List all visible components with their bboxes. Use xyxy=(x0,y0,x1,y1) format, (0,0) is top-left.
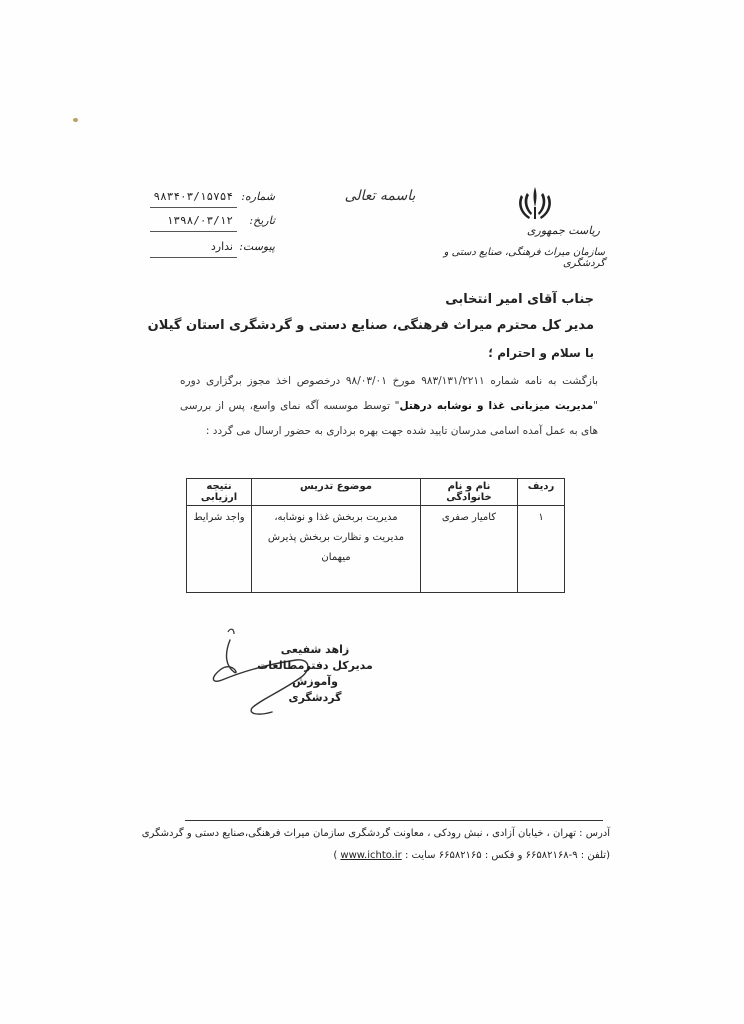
footer-contact xyxy=(210,850,610,861)
signatory-title1: مدیرکل دفترمطالعات وآموزش xyxy=(257,659,373,688)
attachment-label: پیوست: xyxy=(239,240,275,253)
signatory-name: زاهد شفیعی xyxy=(280,643,350,656)
recipient-name: جناب آقای امیر انتخابی xyxy=(445,292,594,307)
attachment-value: ندارد xyxy=(210,240,233,253)
header-subject: موضوع تدریس xyxy=(252,479,421,506)
letter-number xyxy=(150,190,275,208)
body-part2: " توسط موسسه آگه نمای واسع، پس از بررسی های به عمل آمده اسامی مدرسان تایید شده جهت بهره برداری به حضور ارسال می گردد : xyxy=(180,400,598,437)
paper-speck xyxy=(73,118,78,122)
footer-divider xyxy=(185,820,603,821)
iran-emblem-icon xyxy=(515,183,555,225)
cell-subject xyxy=(252,506,421,593)
basmala: باسمه تعالی xyxy=(344,188,416,204)
subject-line1: مدیریت بربخش غذا و نوشابه، xyxy=(274,512,398,523)
letter-date xyxy=(150,214,275,232)
date-value: ۱۳۹۸/۰۳/۱۲ xyxy=(166,214,233,227)
subject-line2: مدیریت و نظارت بربخش پذیرش xyxy=(267,532,405,543)
org-line1: ریاست جمهوری xyxy=(526,224,600,237)
table-header-row xyxy=(187,479,565,506)
contact-prefix: (تلفن : ۹-۶۶۵۸۲۱۶۸ و فکس : ۶۶۵۸۲۱۶۵ سایت : xyxy=(404,850,610,861)
org-line2: سازمان میراث فرهنگی، صنایع دستی و گردشگری xyxy=(443,247,605,269)
signatory-title2: گردشگری xyxy=(288,691,342,704)
course-name: مدیریت میزبانی غذا و نوشابه درهتل xyxy=(399,400,594,412)
cell-name: کامیار صفری xyxy=(421,506,518,593)
greeting: با سلام و احترام ؛ xyxy=(488,346,594,360)
teachers-table xyxy=(186,478,565,593)
header-index: ردیف xyxy=(518,479,565,506)
date-label: تاریخ: xyxy=(249,214,275,227)
subject-line3: میهمان xyxy=(321,552,351,563)
header-name: نام و نام خانوادگی xyxy=(421,479,518,506)
signatory xyxy=(250,642,380,706)
number-value: ۹۸۳۴۰۳/۱۵۷۵۴ xyxy=(153,190,233,203)
body-part1: بازگشت به نامه شماره ۹۸۳/۱۳۱/۲۲۱۱ مورخ ۹۸/۰۳/۰۱ درخصوص اخذ مجوز برگزاری دوره " xyxy=(180,375,598,412)
header-result: نتیجه ارزیابی xyxy=(187,479,252,506)
letter-body xyxy=(180,369,598,444)
contact-suffix: ) xyxy=(333,850,338,861)
cell-result: واجد شرایط xyxy=(187,506,252,593)
footer-address: آدرس : تهران ، خیابان آزادی ، نبش رودکی ، معاونت گردشگری سازمان میراث فرهنگی،صنایع دستی و گردشگری xyxy=(141,828,610,839)
table-row xyxy=(187,506,565,593)
letter-attachment xyxy=(150,240,275,258)
recipient-title: مدیر کل محترم میراث فرهنگی، صنایع دستی و گردشگری استان گیلان xyxy=(147,318,594,333)
cell-index: ۱ xyxy=(518,506,565,593)
number-label: شماره: xyxy=(241,190,275,203)
website-link[interactable]: www.ichto.ir xyxy=(340,850,402,861)
